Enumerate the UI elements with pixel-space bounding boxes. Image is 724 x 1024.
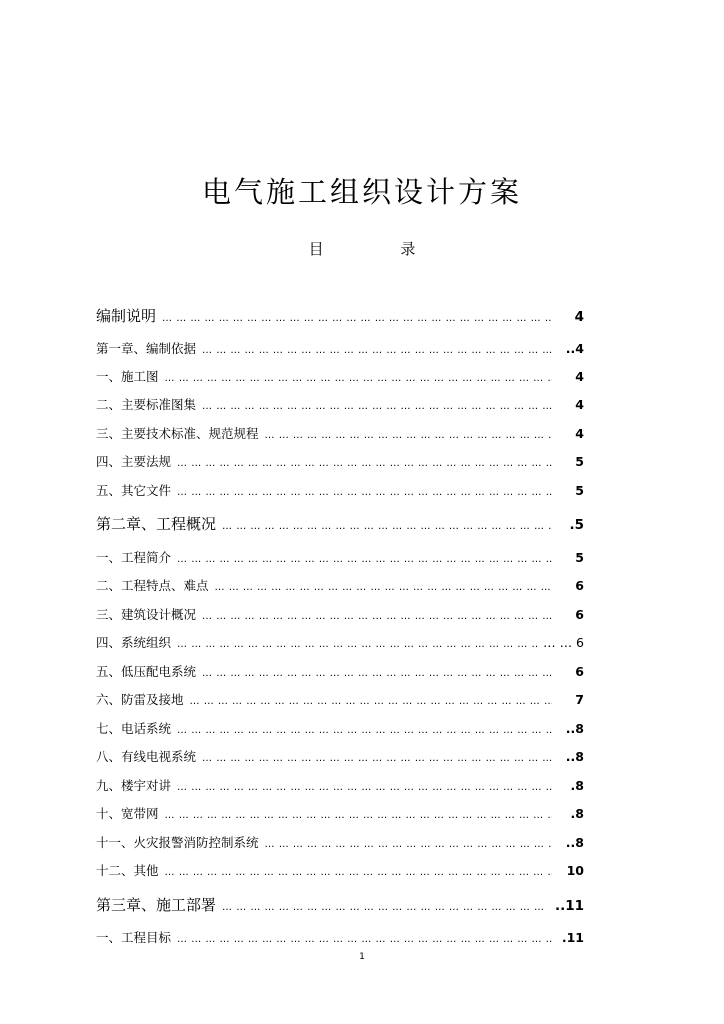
toc-entry[interactable] xyxy=(96,605,584,627)
toc-entry-page: ..11 xyxy=(554,898,584,914)
toc-leader-dots xyxy=(222,898,549,918)
toc-leader-dots xyxy=(177,483,552,503)
toc-entry-page: 4 xyxy=(575,369,584,384)
toc-entry-label: 十、宽带网 xyxy=(96,806,159,821)
toc-leader-dots xyxy=(177,778,552,798)
toc-leader-dots xyxy=(190,692,552,712)
toc-entry[interactable] xyxy=(96,481,584,503)
toc-heading-char-1: 目 xyxy=(308,240,324,258)
toc-entry-page: ..8 xyxy=(565,835,584,850)
toc-entry-label: 五、低压配电系统 xyxy=(96,664,197,679)
toc-entry-label: 第三章、施工部署 xyxy=(96,896,217,914)
toc-entry[interactable] xyxy=(96,861,584,883)
toc-leader-dots xyxy=(177,930,552,950)
toc-entry-page: .11 xyxy=(561,930,584,945)
toc-leader-dots xyxy=(202,397,552,417)
toc-entry-page: 4 xyxy=(575,397,584,412)
toc-entry-page: 5 xyxy=(575,483,584,498)
page-number: 1 xyxy=(359,952,365,962)
toc-entry-label: 四、主要法规 xyxy=(96,454,172,469)
toc-entry-label: 四、系统组织 xyxy=(96,635,172,650)
toc-heading xyxy=(0,238,724,259)
toc-leader-dots xyxy=(202,664,552,684)
toc-leader-dots xyxy=(165,806,552,826)
toc-entry-page: 5 xyxy=(575,550,584,565)
toc-entry[interactable] xyxy=(96,306,584,329)
toc-leader-dots xyxy=(177,721,552,741)
toc-entry-page: 10 xyxy=(566,863,584,878)
toc-entry-label: 二、工程特点、难点 xyxy=(96,578,209,593)
toc-entry[interactable] xyxy=(96,928,584,950)
toc-leader-dots xyxy=(202,749,552,769)
toc-entry-label: 一、工程简介 xyxy=(96,550,172,565)
toc-entry-label: 六、防雷及接地 xyxy=(96,692,184,707)
toc-entry[interactable] xyxy=(96,367,584,389)
toc-entry[interactable] xyxy=(96,395,584,417)
toc-leader-dots xyxy=(222,517,552,537)
toc-entry-label: 九、楼宇对讲 xyxy=(96,778,172,793)
toc-entry-label: 五、其它文件 xyxy=(96,483,172,498)
toc-entry[interactable] xyxy=(96,804,584,826)
toc-entry-page: 6 xyxy=(575,607,584,622)
toc-entry-label: 三、建筑设计概况 xyxy=(96,607,197,622)
toc-entry-page: … … 6 xyxy=(543,635,584,650)
toc-entry-page: .5 xyxy=(569,517,584,533)
toc-entry-page: .8 xyxy=(570,778,584,793)
toc-entry[interactable] xyxy=(96,747,584,769)
toc-entry-label: 一、施工图 xyxy=(96,369,159,384)
toc-leader-dots xyxy=(177,454,552,474)
toc-entry-page: 4 xyxy=(575,426,584,441)
toc-entry[interactable] xyxy=(96,719,584,741)
toc-entry[interactable] xyxy=(96,633,584,655)
toc-entry-page: 6 xyxy=(575,664,584,679)
toc-entry[interactable] xyxy=(96,662,584,684)
toc-leader-dots xyxy=(177,635,537,655)
toc-heading-char-2: 录 xyxy=(400,240,416,258)
toc-entry[interactable] xyxy=(96,548,584,570)
toc-entry-label: 编制说明 xyxy=(96,307,157,325)
document-title: 电气施工组织设计方案 xyxy=(201,175,522,209)
toc-entry[interactable] xyxy=(96,424,584,446)
toc-entry[interactable] xyxy=(96,339,584,361)
toc-entry-label: 第一章、编制依据 xyxy=(96,341,197,356)
toc-entry[interactable] xyxy=(96,690,584,712)
toc-entry[interactable] xyxy=(96,576,584,598)
toc-entry-label: 七、电话系统 xyxy=(96,721,172,736)
toc-entry[interactable] xyxy=(96,895,584,918)
toc-entry-label: 十二、其他 xyxy=(96,863,159,878)
toc-leader-dots xyxy=(165,863,552,883)
toc-entry-page: 5 xyxy=(575,454,584,469)
toc-leader-dots xyxy=(177,550,552,570)
toc-leader-dots xyxy=(202,341,552,361)
toc-entry[interactable] xyxy=(96,776,584,798)
toc-leader-dots xyxy=(165,369,552,389)
toc-entry-label: 第二章、工程概况 xyxy=(96,515,217,533)
toc-entry-label: 十一、火灾报警消防控制系统 xyxy=(96,835,259,850)
toc-entry[interactable] xyxy=(96,452,584,474)
toc-entry[interactable] xyxy=(96,833,584,855)
toc-entry-page: 4 xyxy=(574,309,584,325)
toc-entry-page: 7 xyxy=(575,692,584,707)
toc-entry[interactable] xyxy=(96,514,584,537)
toc-entry-page: ..8 xyxy=(565,721,584,736)
toc-entry-page: ..4 xyxy=(565,341,584,356)
toc-entry-label: 一、工程目标 xyxy=(96,930,172,945)
toc-leader-dots xyxy=(202,607,552,627)
toc-leader-dots xyxy=(162,309,552,329)
toc-entry-label: 二、主要标准图集 xyxy=(96,397,197,412)
toc-leader-dots xyxy=(265,426,552,446)
toc-entry-label: 三、主要技术标准、规范规程 xyxy=(96,426,259,441)
toc-entry-label: 八、有线电视系统 xyxy=(96,749,197,764)
toc-entry-page: ..8 xyxy=(565,749,584,764)
toc-entry-page: 6 xyxy=(575,578,584,593)
toc-leader-dots xyxy=(265,835,552,855)
toc-leader-dots xyxy=(215,578,552,598)
toc-entry-page: .8 xyxy=(570,806,584,821)
